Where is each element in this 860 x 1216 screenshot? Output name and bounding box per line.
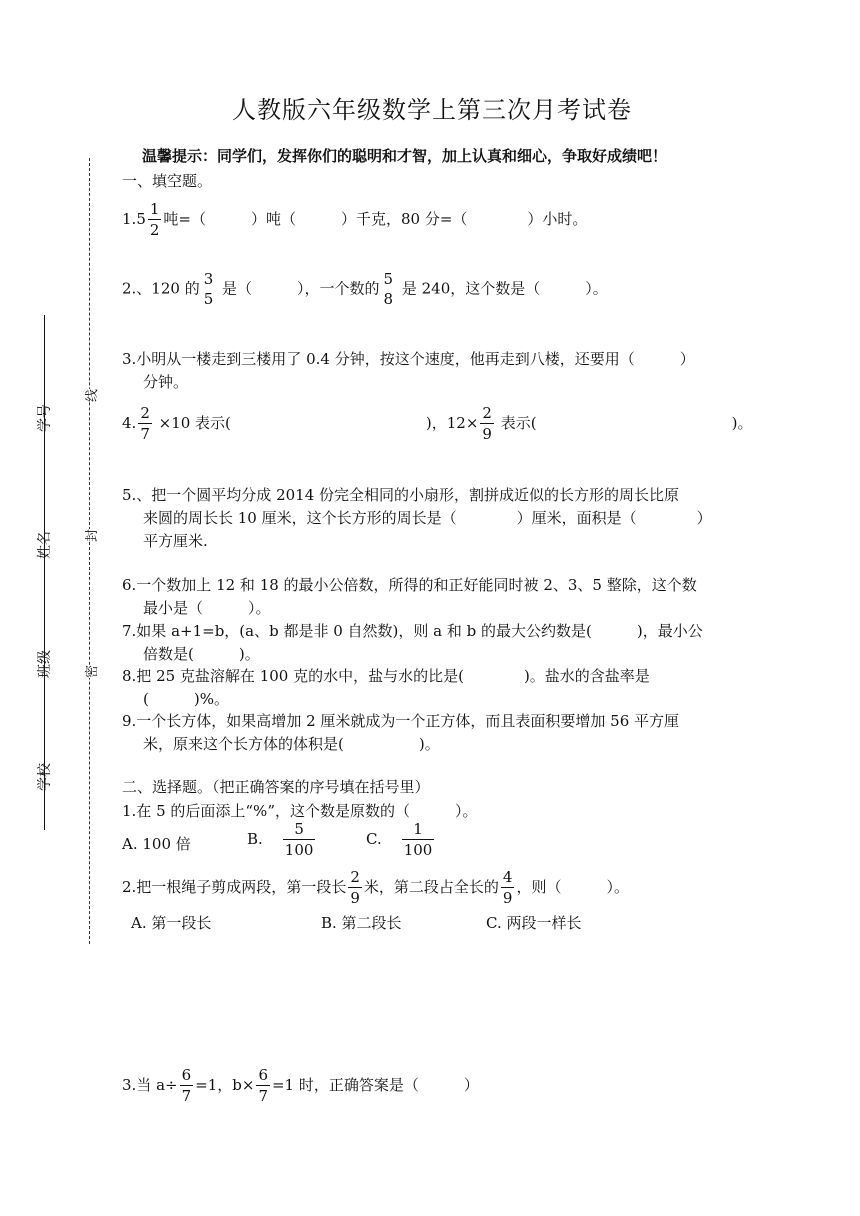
question-1-8-line1: 8.把 25 克盐溶解在 100 克的水中，盐与水的比是( )。盐水的含盐率是 [122, 667, 650, 685]
binding-mark-line: 线 [79, 389, 102, 402]
fraction: $\frac{2}{7}$ [140, 404, 150, 443]
fraction: 3 5 [203, 270, 214, 308]
question-2-2-option-b: B. 第二段长 [321, 914, 402, 932]
question-1-6-line1: 6.一个数加上 12 和 18 的最小公倍数，所得的和正好能同时被 2、3、5 整除，这个数 [122, 576, 697, 594]
question-1-8-line2: ( )%。 [143, 690, 229, 708]
binding-mark-secret: 密 [79, 665, 102, 678]
question-1-5-line2: 来圆的周长长 10 厘米，这个长方形的周长是（ ）厘米，面积是（ ） [143, 509, 712, 527]
question-1-9-line2: 米，原来这个长方体的体积是( )。 [143, 735, 440, 753]
question-1-7-line1: 7.如果 a+1=b，(a、b 都是非 0 自然数)，则 a 和 b 的最大公约数是( )，最小公 [122, 622, 703, 640]
question-2-1: 1.在 5 的后面添上“%”，这个数是原数的（ ）。 [122, 802, 478, 820]
question-1-1: 1.5 $\frac{1}{2}$ 吨=（ ）吨（ ）千克，80 分=（ ）小时。 [122, 200, 588, 239]
binding-label-class: 班级 [37, 650, 53, 678]
page-title: 人教版六年级数学上第三次月考试卷 [232, 96, 632, 124]
binding-dashed-line [89, 158, 90, 944]
question-2-2-option-a: A. 第一段长 [131, 914, 212, 932]
question-1-4: 4. $\frac{2}{7}$ ×10 表示( )，12× $\frac{2}{9}$ 表示( )。 [122, 404, 753, 443]
fraction: $\frac{1}{100}$ [403, 820, 433, 859]
question-2-1-option-c: C. $\frac{1}{100}$ [366, 820, 433, 859]
question-1-3-line1: 3.小明从一楼走到三楼用了 0.4 分钟，按这个速度，他再走到八楼，还要用（ ） [122, 350, 695, 368]
fraction: $\frac{6}{7}$ [258, 1066, 268, 1105]
question-1-3-line2: 分钟。 [143, 373, 189, 391]
question-2-1-option-a: A. 100 倍 [122, 835, 191, 853]
question-1-7-line2: 倍数是( )。 [143, 645, 260, 663]
question-1-5-line1: 5.、把一个圆平均分成 2014 份完全相同的小扇形，割拼成近似的长方形的周长比原 [122, 486, 680, 504]
question-1-5-line3: 平方厘米. [143, 532, 208, 550]
fraction: $\frac{4}{9}$ [502, 868, 513, 907]
fraction: $\frac{2}{9}$ [350, 868, 360, 907]
binding-underline [44, 315, 45, 830]
question-1-9-line1: 9.一个长方体，如果高增加 2 厘米就成为一个正方体，而且表面积要增加 56 平方厘 [122, 712, 680, 730]
section1-heading: 一、填空题。 [122, 172, 213, 190]
question-1-2: 2.、120 的 3 5 是（ ），一个数的 5 8 是 240，这个数是（ ）。 [122, 270, 608, 308]
fraction: $\frac{6}{7}$ [181, 1066, 192, 1105]
binding-label-school: 学校 [37, 763, 53, 791]
binding-mark-seal: 封 [79, 529, 102, 542]
fraction: $\frac{1}{2}$ [149, 200, 160, 239]
question-2-2: 2.把一根绳子剪成两段，第一段长 $\frac{2}{9}$ 米，第二段占全长的 $\frac{4}{9}$ ，则（ ）。 [122, 868, 629, 907]
question-2-2-option-c: C. 两段一样长 [486, 914, 582, 932]
fraction: $\frac{2}{9}$ [482, 404, 492, 443]
fraction: $\frac{5}{100}$ [284, 820, 314, 859]
tip-text: 温馨提示：同学们，发挥你们的聪明和才智，加上认真和细心，争取好成绩吧！ [142, 147, 668, 165]
binding-label-student-id: 学号 [37, 404, 53, 432]
section2-heading: 二、选择题。（把正确答案的序号填在括号里） [122, 778, 430, 796]
question-2-1-option-b: B. $\frac{5}{100}$ [247, 820, 314, 859]
binding-label-name: 姓名 [37, 531, 53, 559]
question-1-6-line2: 最小是（ ）。 [143, 599, 271, 617]
question-2-3: 3.当 a÷ $\frac{6}{7}$ =1，b× $\frac{6}{7}$ =1 时，正确答案是（ ） [122, 1066, 479, 1105]
fraction: 5 8 [383, 270, 394, 308]
